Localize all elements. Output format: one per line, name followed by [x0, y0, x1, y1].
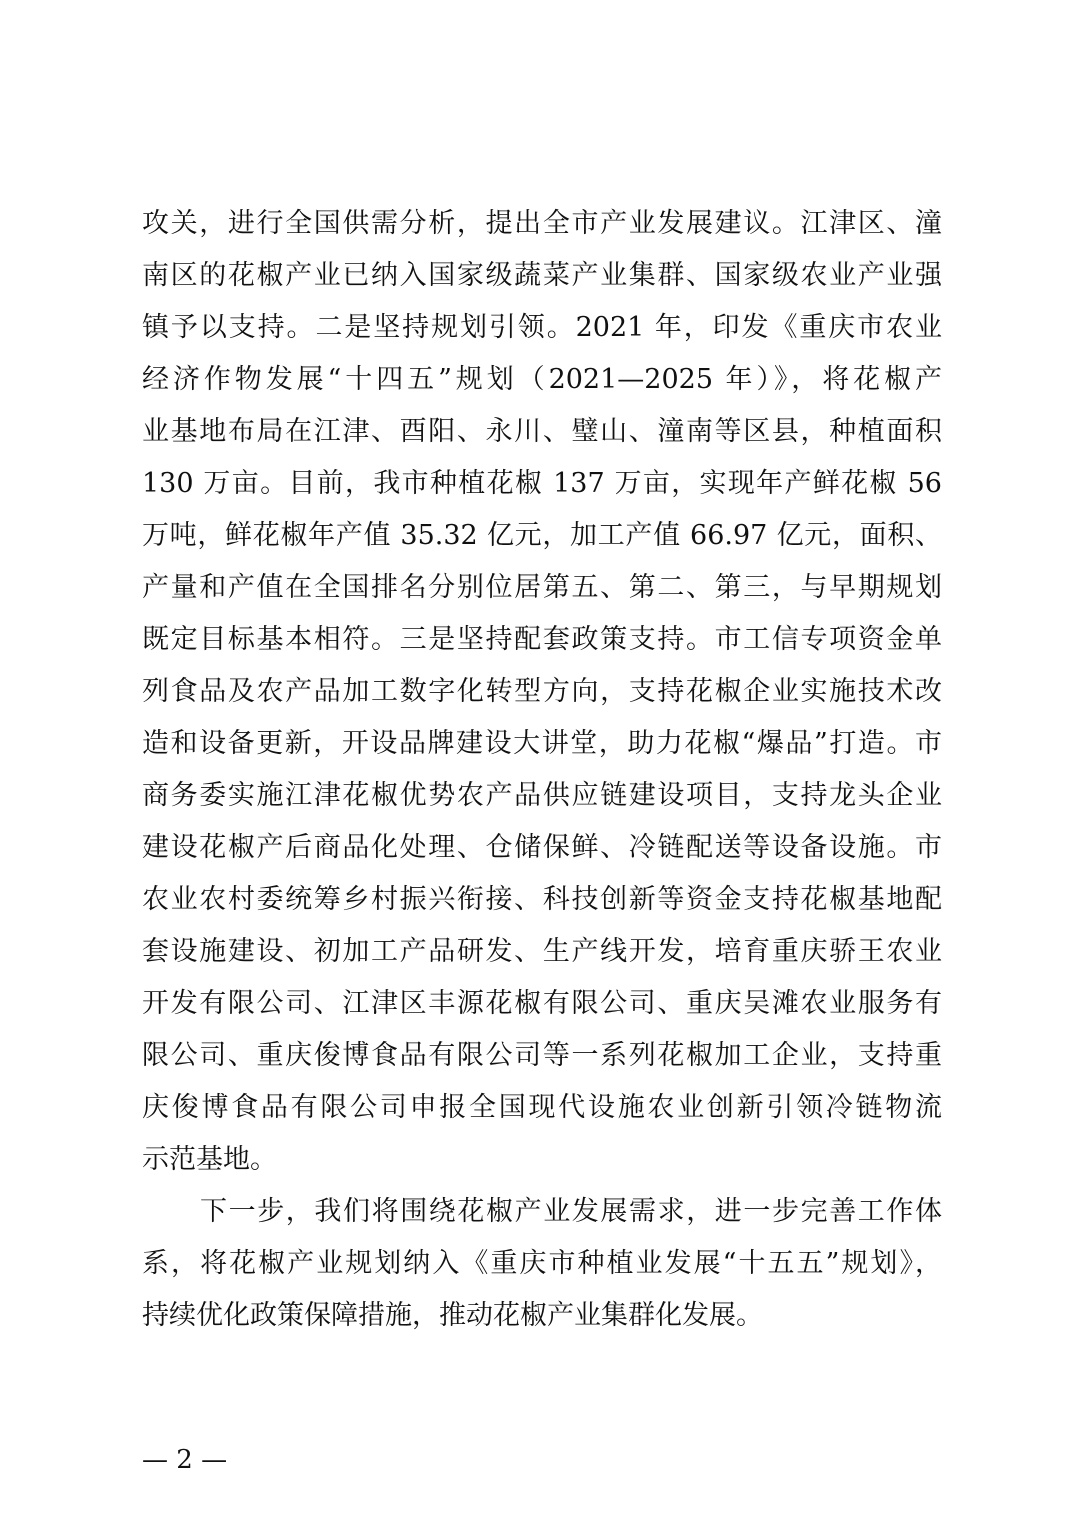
text-line: 下一步，我们将围绕花椒产业发展需求，进一步完善工作体 [200, 1196, 942, 1227]
text-line: 造和设备更新，开设品牌建设大讲堂，助力花椒“爆品”打造。市 [142, 728, 942, 759]
paragraph-2 [142, 1186, 942, 1342]
text-line: 农业农村委统筹乡村振兴衔接、科技创新等资金支持花椒基地配 [142, 884, 942, 915]
text-line: 业基地布局在江津、酉阳、永川、璧山、潼南等区县，种植面积 [142, 416, 942, 447]
text-line: 限公司、重庆俊博食品有限公司等一系列花椒加工企业，支持重 [142, 1040, 942, 1071]
text-line: 镇予以支持。二是坚持规划引领。2021 年，印发《重庆市农业 [142, 312, 942, 343]
paragraph-1 [142, 198, 942, 1186]
page-number: — 2 — [142, 1445, 228, 1475]
text-line: 开发有限公司、江津区丰源花椒有限公司、重庆吴滩农业服务有 [142, 988, 942, 1019]
text-line: 130 万亩。目前，我市种植花椒 137 万亩，实现年产鲜花椒 56 [142, 468, 942, 499]
text-line: 示范基地。 [142, 1144, 277, 1175]
text-line: 系，将花椒产业规划纳入《重庆市种植业发展“十五五”规划》， [142, 1248, 942, 1279]
text-line: 建设花椒产后商品化处理、仓储保鲜、冷链配送等设备设施。市 [142, 832, 942, 863]
text-line: 庆俊博食品有限公司申报全国现代设施农业创新引领冷链物流 [142, 1092, 942, 1123]
text-line: 套设施建设、初加工产品研发、生产线开发，培育重庆骄王农业 [142, 936, 942, 967]
text-line: 南区的花椒产业已纳入国家级蔬菜产业集群、国家级农业产业强 [142, 260, 942, 291]
text-line: 攻关，进行全国供需分析，提出全市产业发展建议。江津区、潼 [142, 208, 942, 239]
text-line: 万吨，鲜花椒年产值 35.32 亿元，加工产值 66.97 亿元，面积、 [142, 520, 942, 551]
document-body [142, 198, 942, 1342]
text-line: 既定目标基本相符。三是坚持配套政策支持。市工信专项资金单 [142, 624, 942, 655]
text-line: 列食品及农产品加工数字化转型方向，支持花椒企业实施技术改 [142, 676, 942, 707]
text-line: 持续优化政策保障措施，推动花椒产业集群化发展。 [142, 1300, 763, 1331]
text-line: 经济作物发展“十四五”规划（2021—2025 年）》，将花椒产 [142, 364, 942, 395]
text-line: 产量和产值在全国排名分别位居第五、第二、第三，与早期规划 [142, 572, 942, 603]
text-line: 商务委实施江津花椒优势农产品供应链建设项目，支持龙头企业 [142, 780, 942, 811]
